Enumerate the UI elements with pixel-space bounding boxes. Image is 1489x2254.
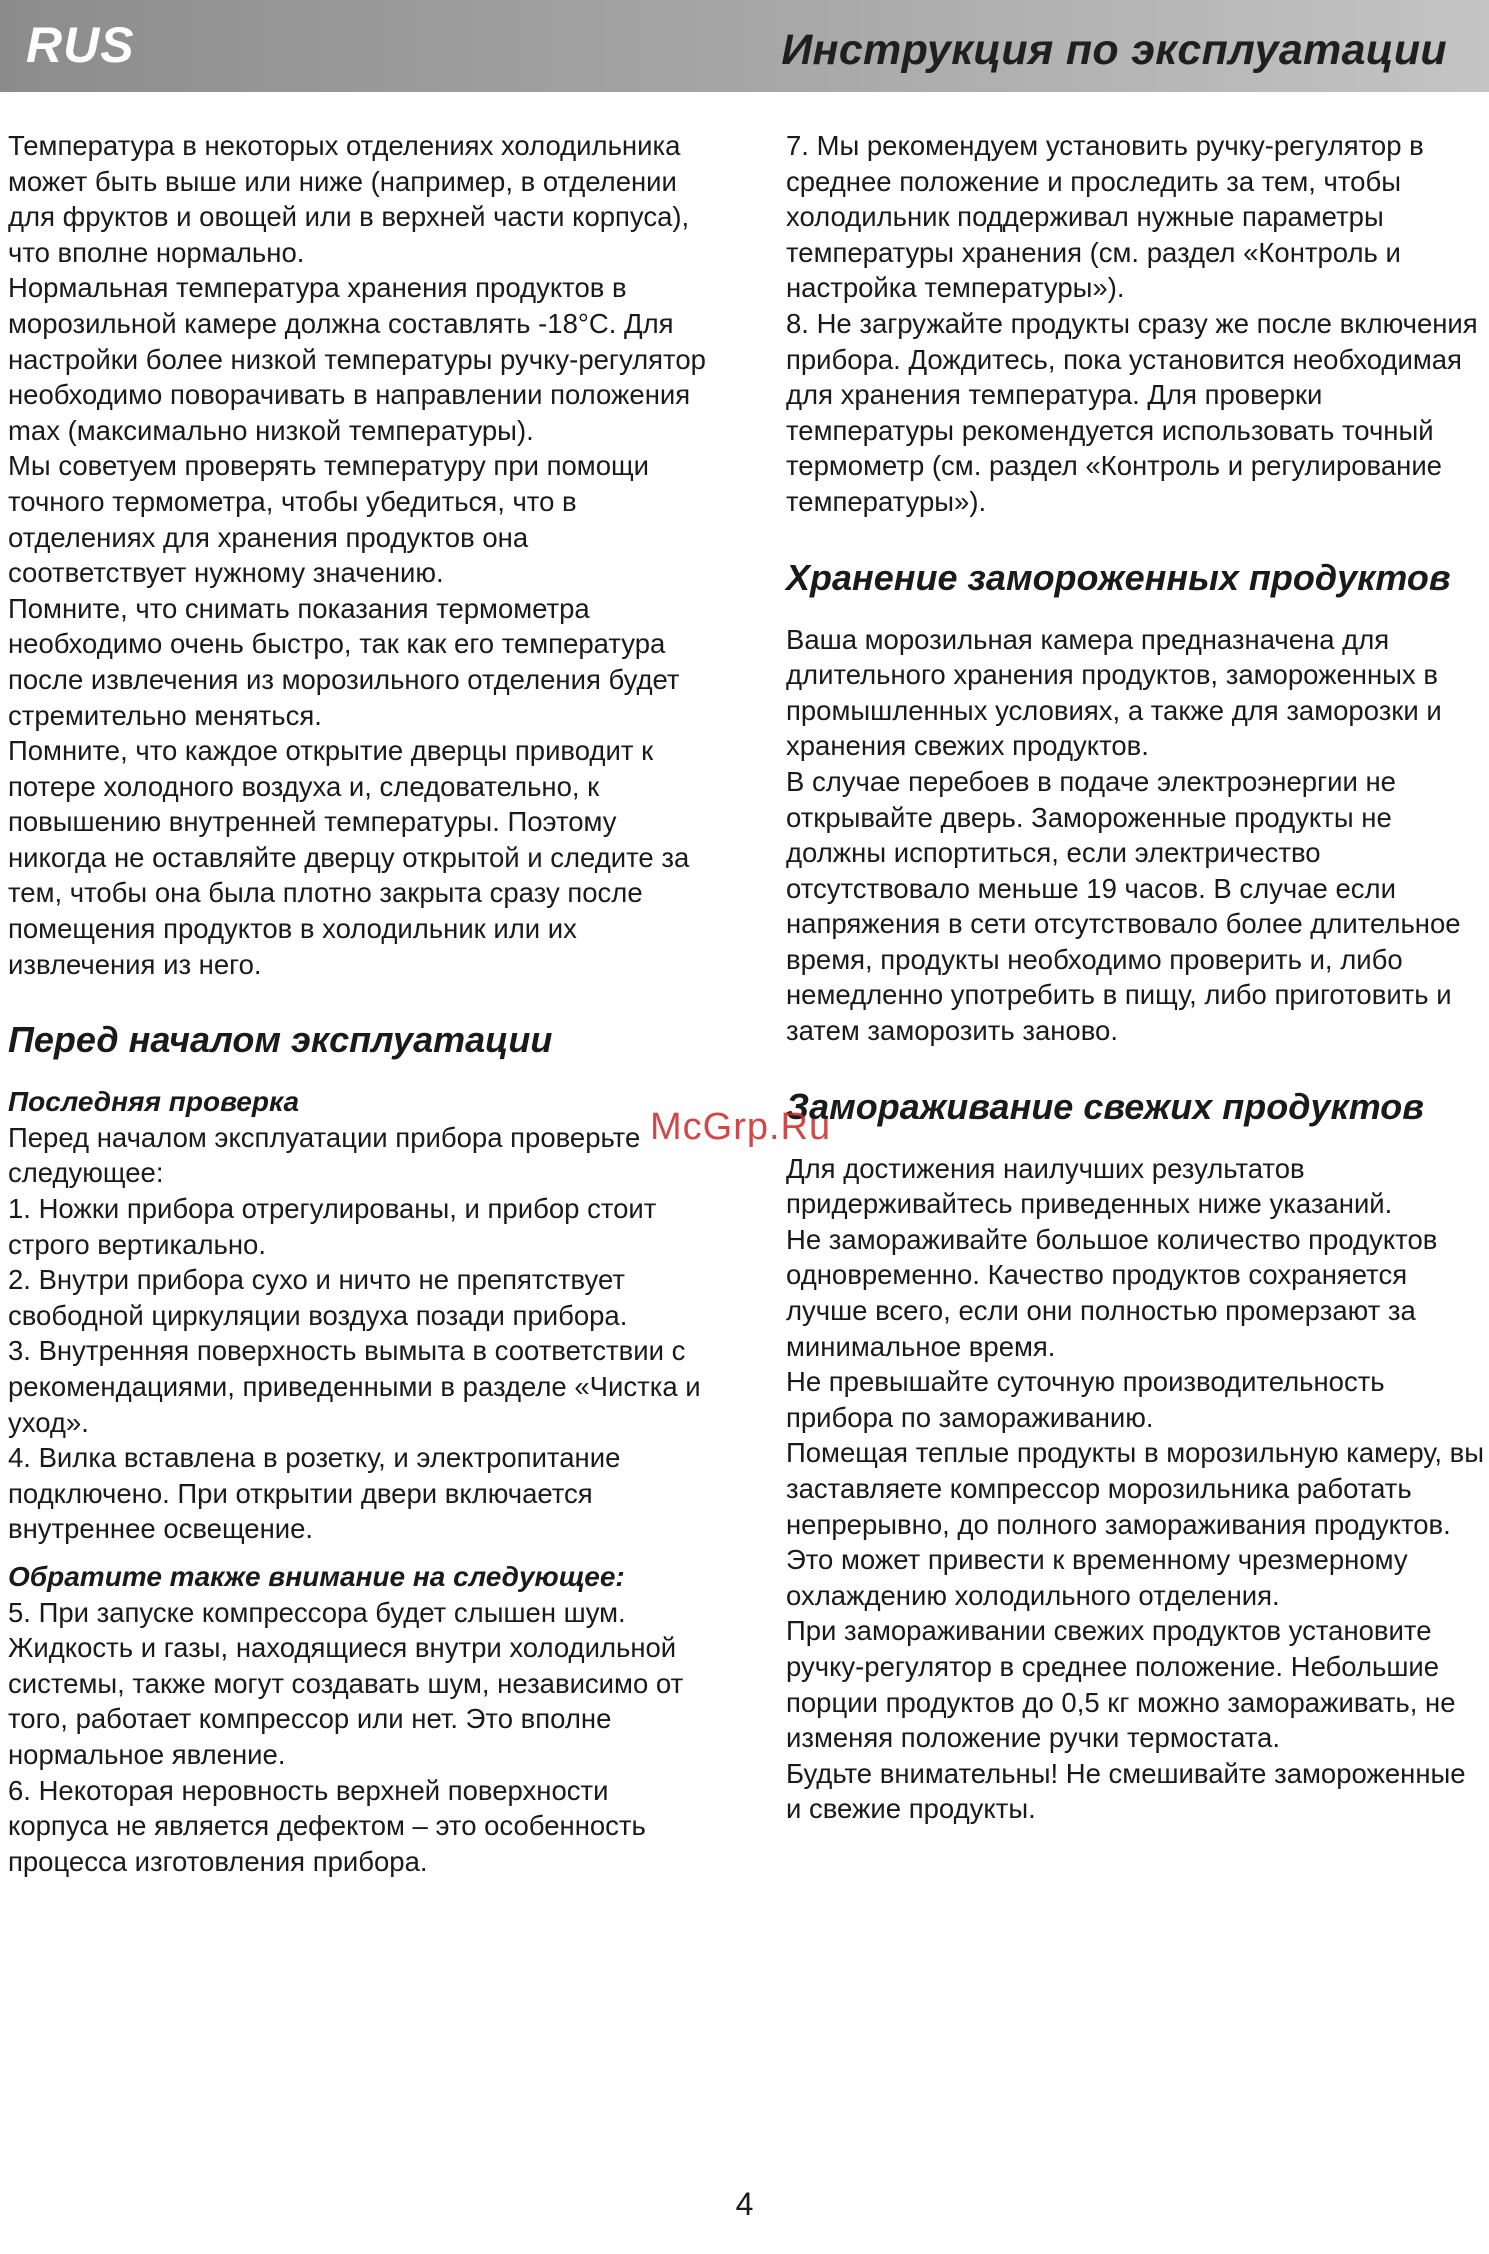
intro-paragraph: Мы советуем проверять температуру при помощи точного термометра, чтобы убедиться, что в отделениях для хранения продуктов она соответствует нужному значению. (8, 450, 649, 589)
check-item: 8. Не загружайте продукты сразу же после включения прибора. Дождитесь, пока установится необходимая для хранения температура. Для проверки температуры рекомендуется использовать точный термометр (см. раздел «Контроль и регулирование температуры»). (786, 307, 1478, 517)
left-column (8, 128, 708, 1879)
section-heading-before-use: Перед началом эксплуатации (8, 1019, 553, 1061)
document-title: Инструкция по эксплуатации (781, 26, 1447, 74)
fresh-paragraph: Не замораживайте большое количество продуктов одновременно. Качество продуктов сохраняется лучше всего, если они полностью промерзают за минимальное время. (786, 1223, 1438, 1362)
fresh-paragraph: Помещая теплые продукты в морозильную камеру, вы заставляете компрессор морозильника работать непрерывно, до полного замораживания продуктов. Это может привести к временному чрезмерному охлаждению холодильного отделения. (786, 1437, 1484, 1611)
check-item: 7. Мы рекомендуем установить ручку-регулятор в среднее положение и проследить за тем, чтобы холодильник поддерживал нужные параметры температуры хранения (см. раздел «Контроль и настройка температуры»). (786, 130, 1424, 304)
intro-paragraph: Помните, что каждое открытие дверцы приводит к потере холодного воздуха и, следовательно, к повышению внутренней температуры. Поэтому никогда не оставляйте дверцу открытой и следите за тем, чтобы она была плотно закрыта сразу после помещения продуктов в холодильник или их извлечения из него. (8, 735, 690, 980)
fresh-paragraph: При замораживании свежих продуктов установите ручку-регулятор в среднее положение. Небольшие порции продуктов до 0,5 кг можно замораживать, не изменяя положение ручки термостата. (786, 1615, 1456, 1754)
section-heading-fresh-freezing: Замораживание свежих продуктов (786, 1085, 1425, 1127)
intro-paragraph: Температура в некоторых отделениях холодильника может быть выше или ниже (например, в отделении для фруктов и овощей или в верхней части корпуса), что вполне нормально. (8, 130, 690, 268)
language-label: RUS (26, 17, 135, 73)
watermark: McGrp.Ru (650, 1106, 832, 1148)
frozen-paragraph: Ваша морозильная камера предназначена для длительного хранения продуктов, замороженных в промышленных условиях, а также для заморозки и хранения свежих продуктов. (786, 623, 1442, 762)
check-item: 2. Внутри прибора сухо и ничто не препятствует свободной циркуляции воздуха позади прибора. (8, 1264, 628, 1331)
frozen-paragraph: В случае перебоев в подаче электроэнергии не открывайте дверь. Замороженные продукты не должны испортиться, если электричество отсутствовало меньше 19 часов. В случае если напряжения в сети отсутствовало более длительное время, продукты необходимо проверить и, либо немедленно употребить в пищу, либо приготовить и затем заморозить заново. (786, 765, 1461, 1047)
right-column (786, 128, 1486, 1827)
fresh-paragraph: Будьте внимательны! Не смешивайте замороженные и свежие продукты. (786, 1757, 1466, 1825)
note-item: 6. Некоторая неровность верхней поверхности корпуса не является дефектом – это особенность процесса изготовления прибора. (8, 1774, 646, 1877)
fresh-paragraph: Для достижения наилучших результатов придерживайтесь приведенных ниже указаний. (786, 1152, 1393, 1220)
check-item: Перед началом эксплуатации прибора проверьте следующее: (8, 1121, 641, 1189)
check-item: 4. Вилка вставлена в розетку, и электропитание подключено. При открытии двери включается внутреннее освещение. (8, 1442, 621, 1545)
page-header (0, 0, 1489, 92)
check-item: 1. Ножки прибора отрегулированы, и прибор стоит строго вертикально. (8, 1193, 657, 1260)
section-heading-frozen-storage: Хранение замороженных продуктов (786, 556, 1451, 598)
subheading-final-check: Последняя проверка (8, 1086, 300, 1118)
intro-paragraph: Нормальная температура хранения продуктов в морозильной камере должна составлять -18°С. Для настройки более низкой температуры ручку-регулятор необходимо поворачивать в направлении положения max (максимально низкой температуры). (8, 272, 706, 446)
page-number: 4 (735, 2186, 754, 2222)
intro-paragraph: Помните, что снимать показания термометра необходимо очень быстро, так как его температура после извлечения из морозильного отделения будет стремительно меняться. (8, 592, 680, 731)
fresh-paragraph: Не превышайте суточную производительность прибора по замораживанию. (786, 1366, 1385, 1433)
check-item: 3. Внутренняя поверхность вымыта в соответствии с рекомендациями, приведенными в разделе «Чистка и уход». (8, 1335, 701, 1438)
note-item: 5. При запуске компрессора будет слышен шум. Жидкость и газы, находящиеся внутри холодильной системы, также могут создавать шум, независимо от того, работает компрессор или нет. Это вполне нормальное явление. (8, 1596, 684, 1770)
subheading-note: Обратите также внимание на следующее: (8, 1560, 625, 1592)
